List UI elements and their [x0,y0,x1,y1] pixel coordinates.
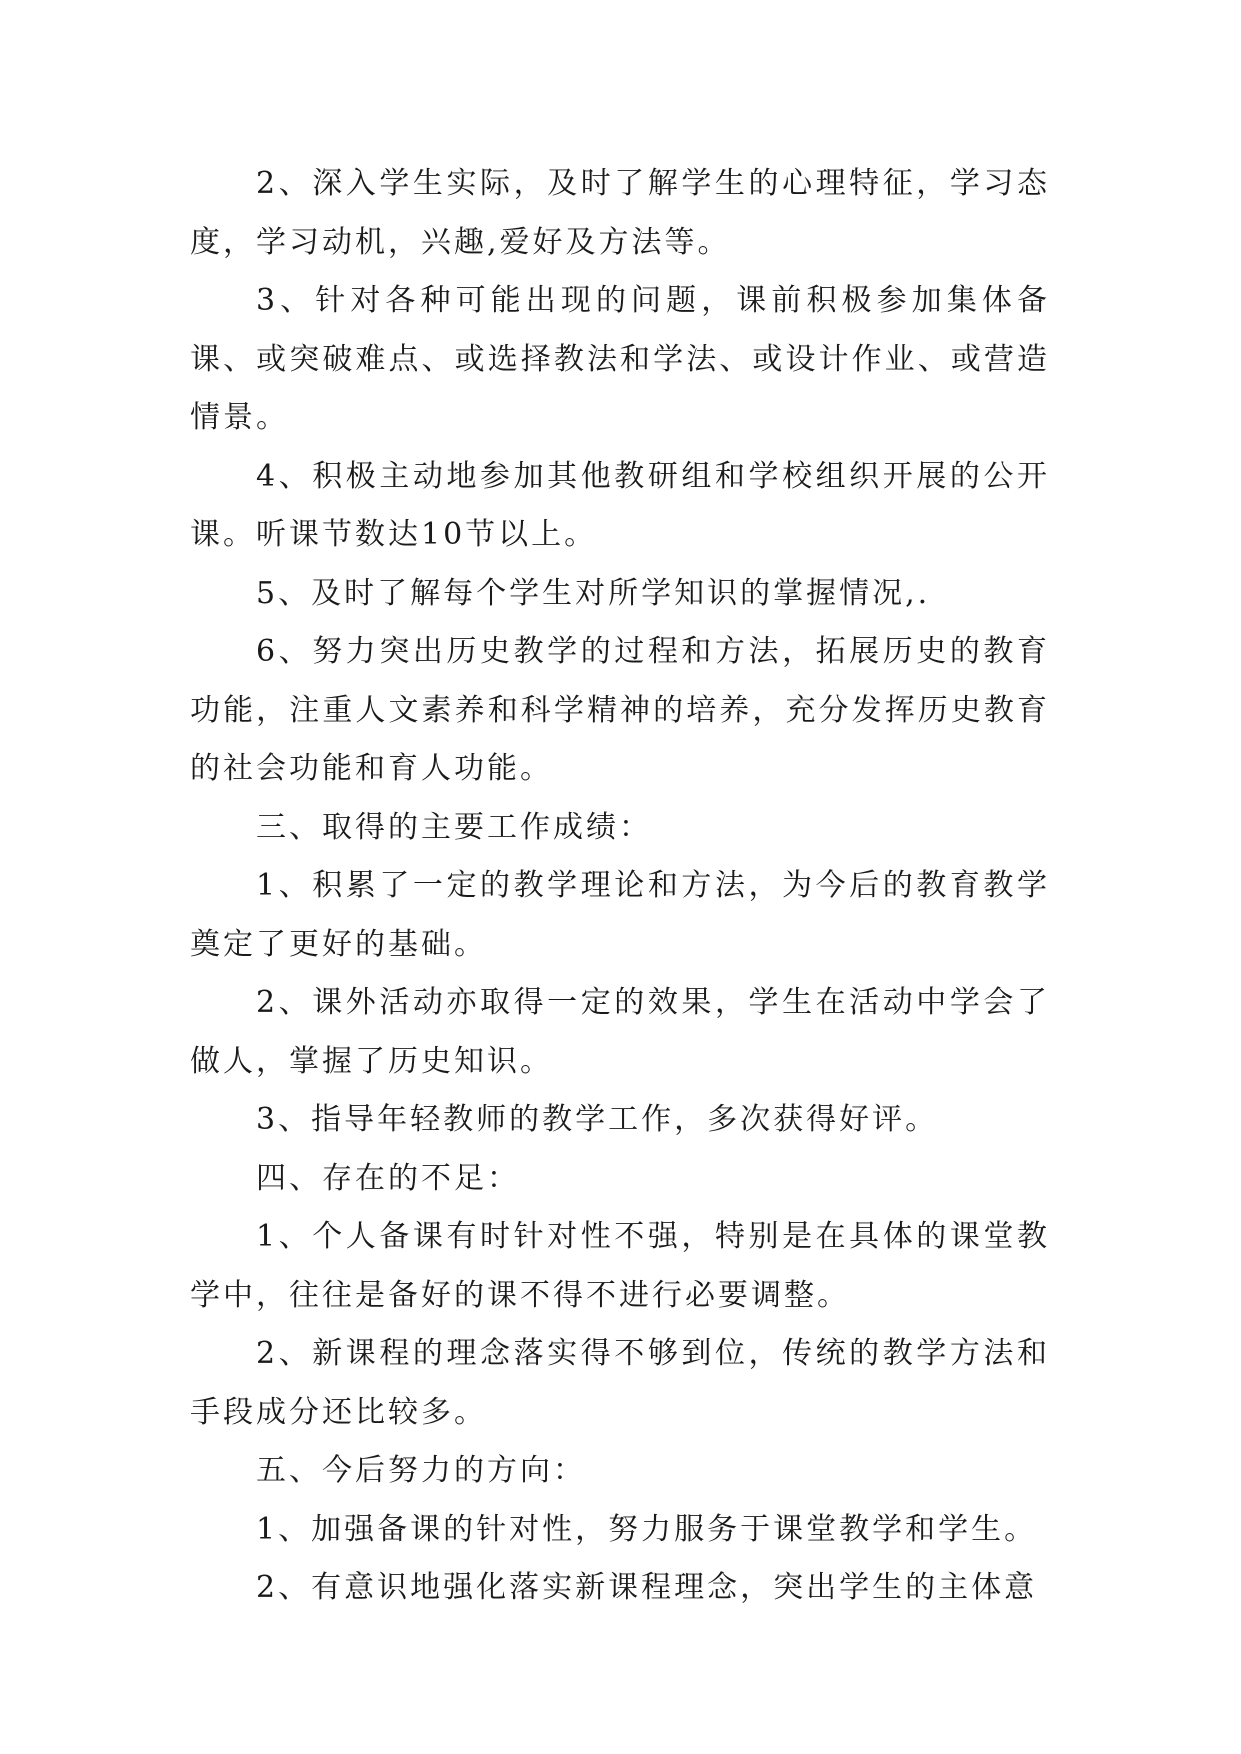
paragraph-item-2-understand-students: 2、深入学生实际，及时了解学生的心理特征，学习态度，学习动机，兴趣,爱好及方法等。 [190,166,1050,260]
paragraph-item-3-prepare-lessons: 3、针对各种可能出现的问题，课前积极参加集体备课、或突破难点、或选择教法和学法、或设计作业、或营造情景。 [190,283,1050,435]
paragraph-item-4-open-classes: 4、积极主动地参加其他教研组和学校组织开展的公开课。听课节数达10节以上。 [190,458,1050,552]
document-body [190,155,1050,1618]
paragraph-achievement-2: 2、课外活动亦取得一定的效果，学生在活动中学会了做人，掌握了历史知识。 [190,985,1050,1079]
paragraph-direction-1: 1、加强备课的针对性，努力服务于课堂教学和学生。 [256,1511,1038,1547]
paragraph-direction-2: 2、有意识地强化落实新课程理念，突出学生的主体意 [256,1570,1038,1605]
section-heading-future-direction: 五、今后努力的方向： [256,1453,586,1488]
paragraph-shortcoming-2: 2、新课程的理念落实得不够到位，传统的教学方法和手段成分还比较多。 [190,1336,1050,1430]
paragraph-achievement-1: 1、积累了一定的教学理论和方法，为今后的教育教学奠定了更好的基础。 [190,868,1050,962]
paragraph-item-5-knowledge-mastery: 5、及时了解每个学生对所学知识的掌握情况,. [256,575,931,611]
paragraph-achievement-3: 3、指导年轻教师的教学工作，多次获得好评。 [256,1102,939,1137]
section-heading-shortcomings: 四、存在的不足： [256,1160,520,1196]
paragraph-shortcoming-1: 1、个人备课有时针对性不强，特别是在具体的课堂教学中，往往是备好的课不得不进行必要调整。 [190,1219,1050,1313]
section-heading-achievements: 三、取得的主要工作成绩： [256,809,652,845]
paragraph-item-6-history-education: 6、努力突出历史教学的过程和方法，拓展历史的教育功能，注重人文素养和科学精神的培养，充分发挥历史教育的社会功能和育人功能。 [190,634,1050,786]
